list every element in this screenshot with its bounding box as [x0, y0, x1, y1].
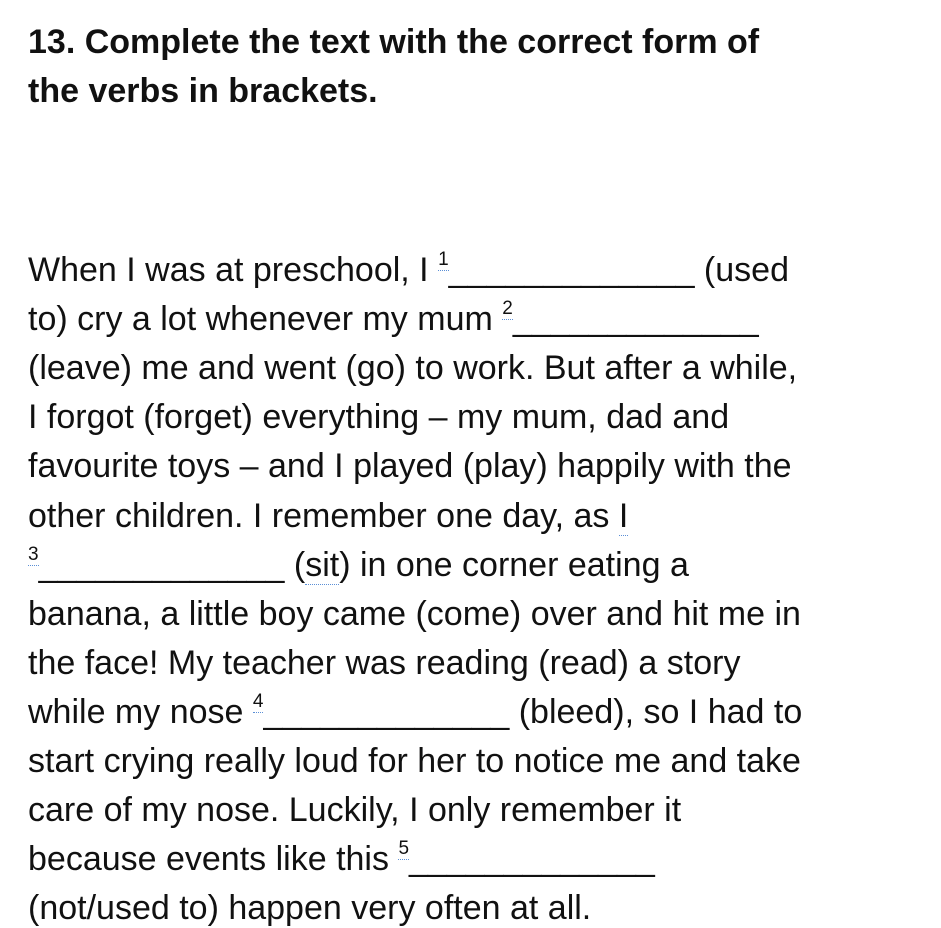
heading-line-1: 13. Complete the text with the correct form of — [28, 23, 760, 61]
text-line-14: (not/used to) happen very often at all. — [28, 889, 592, 927]
text-fragment: ( — [284, 546, 306, 584]
text-fragment: (used — [694, 251, 789, 289]
text-line-13 — [28, 839, 655, 879]
answer-gap-1[interactable]: _____________ — [448, 251, 695, 289]
heading-line-2: the verbs in brackets. — [28, 72, 378, 110]
gap-number-5: 5 — [398, 837, 410, 859]
gap-number-2: 2 — [502, 297, 513, 319]
text-line-12: care of my nose. Luckily, I only remember it — [28, 791, 682, 829]
gap-number-4: 4 — [252, 690, 264, 712]
text-fragment: while my nose — [28, 693, 253, 731]
gap-number-3: 3 — [28, 543, 39, 565]
text-fragment: to) cry a lot whenever my mum — [28, 300, 503, 338]
text-fragment: other children. I remember one day, as — [28, 497, 619, 535]
text-line-2 — [28, 299, 759, 339]
text-fragment: When I was at preschool, I — [28, 251, 439, 289]
text-line-8: banana, a little boy came (come) over and hit me in — [28, 595, 801, 633]
answer-gap-2[interactable]: _____________ — [512, 300, 759, 338]
dotted-word: I — [618, 497, 629, 535]
text-line-10 — [28, 692, 802, 732]
text-line-1 — [28, 250, 789, 290]
text-line-4: I forgot (forget) everything – my mum, dad and — [28, 398, 730, 436]
exercise-heading — [28, 18, 908, 116]
text-line-3: (leave) me and went (go) to work. But after a while, — [28, 349, 798, 387]
answer-gap-3[interactable]: _____________ — [38, 546, 285, 584]
text-line-11: start crying really loud for her to notice me and take — [28, 742, 801, 780]
answer-gap-5[interactable]: _____________ — [409, 840, 655, 878]
answer-gap-4[interactable]: _____________ — [263, 693, 510, 731]
text-fragment: (bleed), so I had to — [509, 693, 803, 731]
gap-number-1: 1 — [438, 248, 449, 270]
text-line-7 — [28, 545, 689, 585]
dotted-word: sit — [305, 546, 340, 584]
text-fragment: ) in one corner eating a — [339, 546, 689, 584]
text-line-9: the face! My teacher was reading (read) a story — [28, 644, 741, 682]
text-line-5: favourite toys – and I played (play) happily with the — [28, 447, 792, 485]
text-line-6 — [28, 496, 628, 536]
text-fragment: because events like this — [28, 840, 399, 878]
